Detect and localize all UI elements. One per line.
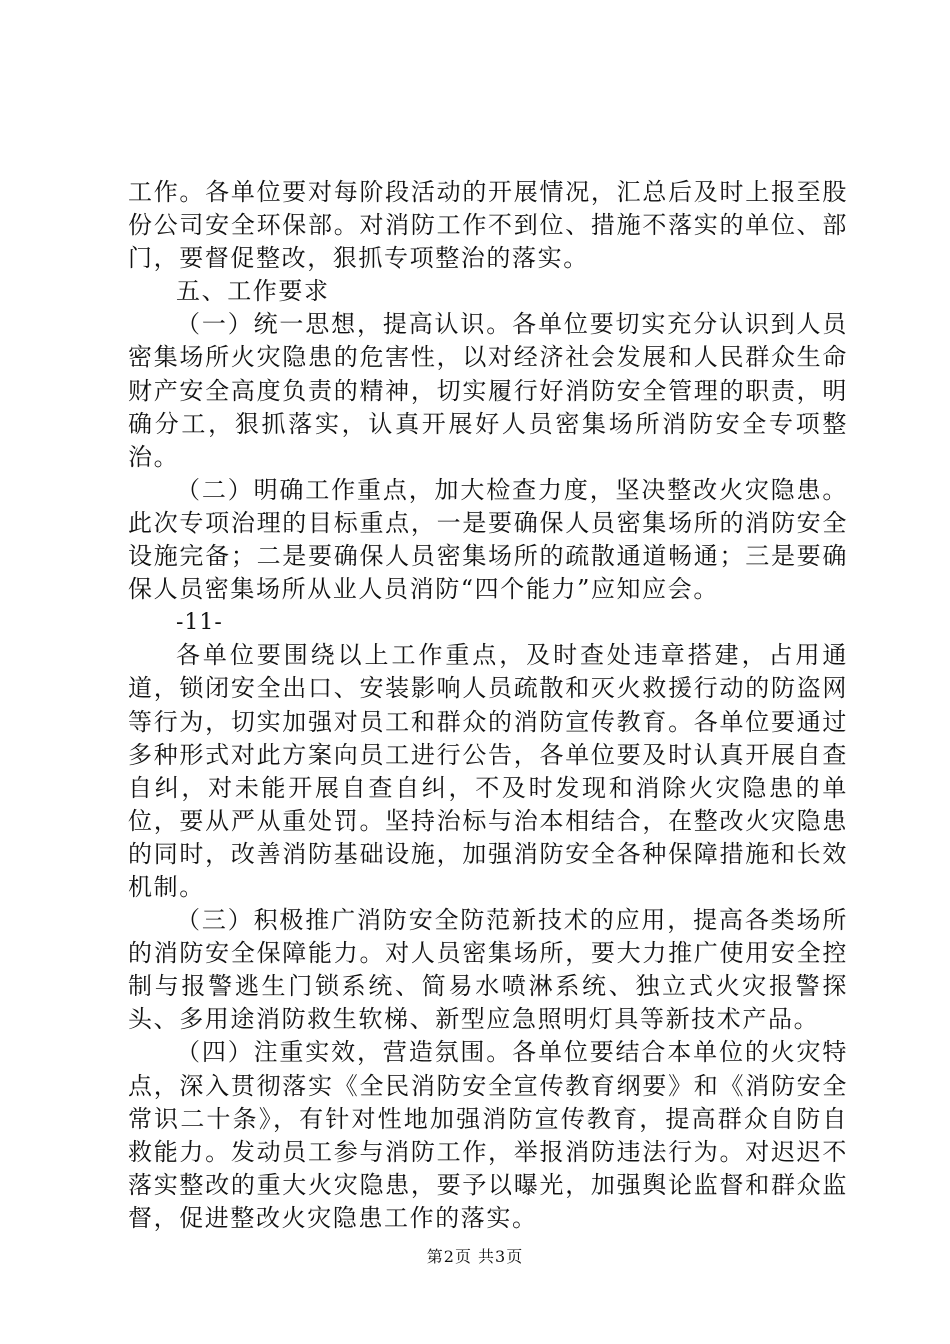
document-body bbox=[128, 176, 848, 1235]
inline-page-number: -11- bbox=[176, 610, 223, 636]
paragraph-requirement-1: （一）统一思想，提高认识。各单位要切实充分认识到人员密集场所火灾隐患的危害性，以对经济社会发展和人民群众生命财产安全高度负责的精神，切实履行好消防安全管理的职责，明确分工，狠抓落实，认真开展好人员密集场所消防安全专项整治。 bbox=[128, 310, 848, 471]
paragraph-requirement-2: （二）明确工作重点，加大检查力度，坚决整改火灾隐患。此次专项治理的目标重点，一是要确保人员密集场所的消防安全设施完备；二是要确保人员密集场所的疏散通道畅通；三是要确保人员密集场所从业人员消防“四个能力”应知应会。 bbox=[128, 475, 848, 604]
paragraph-requirement-4: （四）注重实效，营造氛围。各单位要结合本单位的火灾特点，深入贯彻落实《全民消防安全宣传教育纲要》和《消防安全常识二十条》，有针对性地加强消防宣传教育，提高群众自防自救能力。发动员工参与消防工作，举报消防违法行为。对迟迟不落实整改的重大火灾隐患，要予以曝光，加强舆论监督和群众监督，促进整改火灾隐患工作的落实。 bbox=[128, 1038, 848, 1232]
paragraph-continuation: 工作。各单位要对每阶段活动的开展情况，汇总后及时上报至股份公司安全环保部。对消防工作不到位、措施不落实的单位、部门，要督促整改，狠抓专项整治的落实。 bbox=[128, 178, 848, 273]
section-heading-work-requirements: 五、工作要求 bbox=[176, 277, 330, 306]
page-footer: 第2页 共3页 bbox=[426, 1247, 524, 1266]
paragraph-requirement-2-continued: 各单位要围绕以上工作重点，及时查处违章搭建，占用通道，锁闭安全出口、安装影响人员疏散和灭火救援行动的防盗网等行为，切实加强对员工和群众的消防宣传教育。各单位要通过多种形式对此方案向员工进行公告，各单位要及时认真开展自查自纠，对未能开展自查自纠，不及时发现和消除火灾隐患的单位，要从严从重处罚。坚持治标与治本相结合，在整改火灾隐患的同时，改善消防基础设施，加强消防安全各种保障措施和长效机制。 bbox=[128, 641, 848, 901]
paragraph-requirement-3: （三）积极推广消防安全防范新技术的应用，提高各类场所的消防安全保障能力。对人员密集场所，要大力推广使用安全控制与报警逃生门锁系统、简易水喷淋系统、独立式火灾报警探头、多用途消防救生软梯、新型应急照明灯具等新技术产品。 bbox=[128, 906, 848, 1034]
